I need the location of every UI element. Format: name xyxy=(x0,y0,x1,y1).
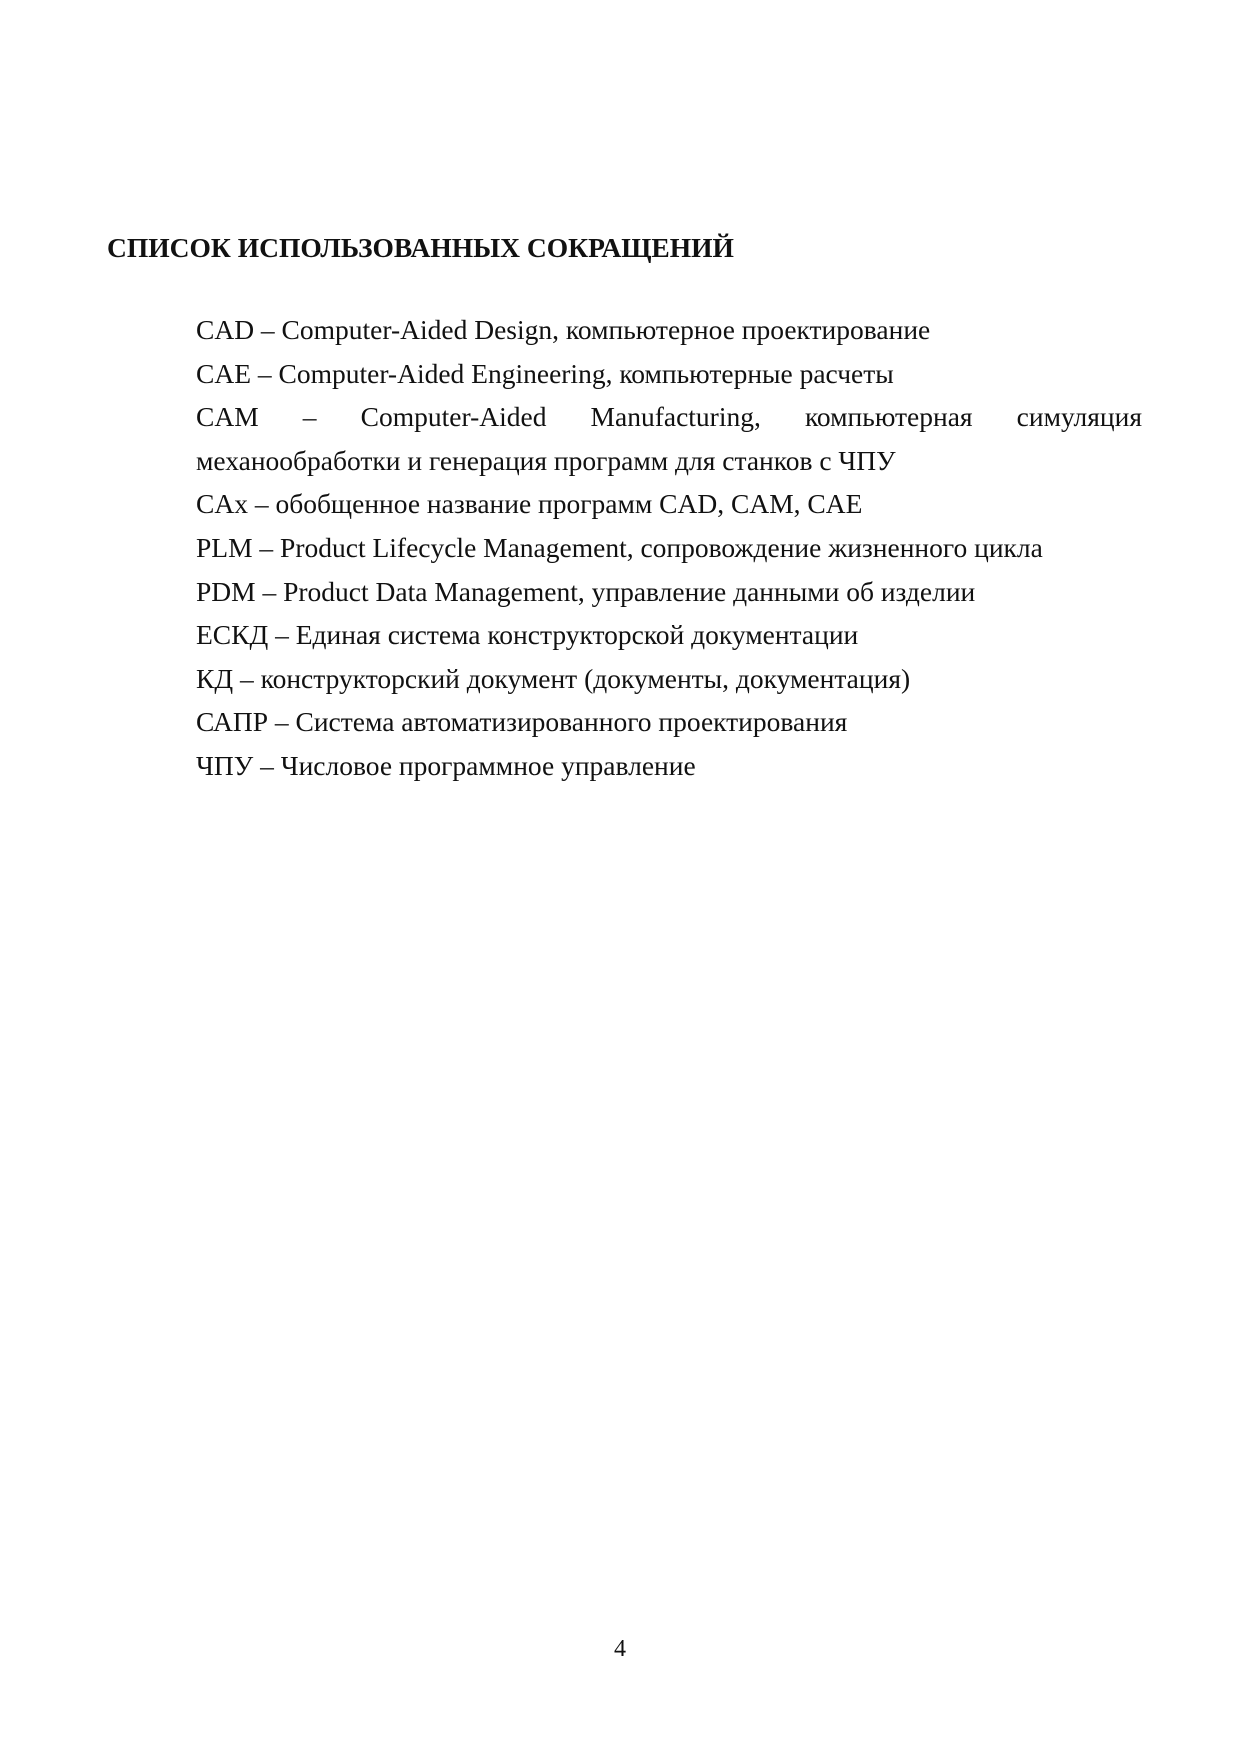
abbreviation-entry-eskd: ЕСКД – Единая система конструкторской документации xyxy=(196,619,859,651)
abbreviation-entry-chpu: ЧПУ – Числовое программное управление xyxy=(196,749,696,781)
abbreviation-entry-cam: CAM – Computer-Aided Manufacturing, компьютерная симуляция механообработки и генерация программ для станков с ЧПУ xyxy=(196,401,1142,476)
abbreviation-entry-sapr: САПР – Система автоматизированного проектирования xyxy=(196,706,848,738)
abbreviation-entry-pdm: PDM – Product Data Management, управление данными об изделии xyxy=(196,575,976,607)
abbreviation-list xyxy=(196,308,1142,788)
abbreviation-entry-cax: CAx – обобщенное название программ CAD, CAM, CAE xyxy=(196,488,863,520)
abbreviation-entry-cae: CAE – Computer-Aided Engineering, компьютерные расчеты xyxy=(196,357,894,389)
page-number: 4 xyxy=(614,1636,626,1662)
abbreviation-entry-plm: PLM – Product Lifecycle Management, сопровождение жизненного цикла xyxy=(196,531,1043,563)
abbreviation-entry-kd: КД – конструкторский документ (документы, документация) xyxy=(196,662,911,694)
page-title: СПИСОК ИСПОЛЬЗОВАННЫХ СОКРАЩЕНИЙ xyxy=(107,232,734,263)
abbreviation-entry-cad: CAD – Computer-Aided Design, компьютерное проектирование xyxy=(196,314,931,345)
